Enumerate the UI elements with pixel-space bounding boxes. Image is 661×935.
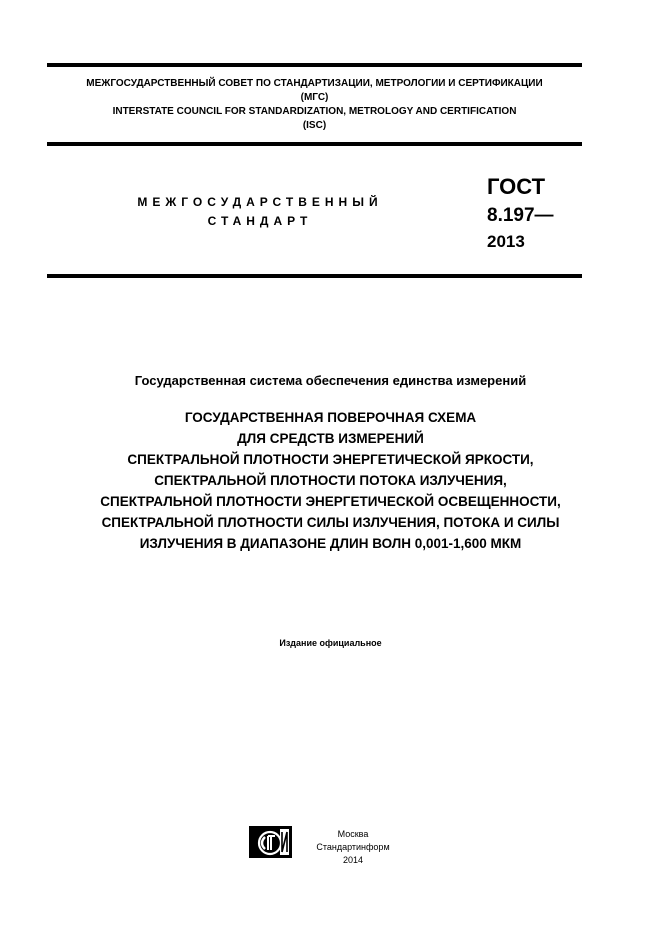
designation-rule bbox=[47, 274, 582, 278]
header-rule bbox=[47, 142, 582, 146]
title-line: ИЗЛУЧЕНИЯ В ДИАПАЗОНЕ ДЛИН ВОЛН 0,001-1,600 МКМ bbox=[139, 536, 522, 551]
gost-number: 8.197— bbox=[487, 205, 554, 226]
publisher-city: Москва bbox=[337, 829, 369, 839]
publisher-imprint bbox=[298, 828, 408, 867]
title-line: СПЕКТРАЛЬНОЙ ПЛОТНОСТИ СИЛЫ ИЗЛУЧЕНИЯ, ПОТОКА И СИЛЫ bbox=[101, 515, 560, 530]
standard-kind-line2: СТАНДАРТ bbox=[207, 214, 313, 228]
title-line: СПЕКТРАЛЬНОЙ ПЛОТНОСТИ ЭНЕРГЕТИЧЕСКОЙ ЯРКОСТИ, bbox=[127, 452, 534, 467]
title-line: СПЕКТРАЛЬНОЙ ПЛОТНОСТИ ЭНЕРГЕТИЧЕСКОЙ ОСВЕЩЕННОСТИ, bbox=[100, 494, 561, 509]
standard-kind-line1: МЕЖГОСУДАРСТВЕННЫЙ bbox=[137, 195, 383, 209]
publisher-name: Стандартинформ bbox=[316, 842, 390, 852]
council-name-ru: МЕЖГОСУДАРСТВЕННЫЙ СОВЕТ ПО СТАНДАРТИЗАЦИИ, МЕТРОЛОГИИ И СЕРТИФИКАЦИИ bbox=[86, 78, 543, 89]
council-abbr-ru: (МГС) bbox=[300, 92, 329, 103]
gost-label: ГОСТ bbox=[487, 174, 546, 199]
standartinform-logo-icon bbox=[249, 826, 292, 858]
council-abbr-en: (ISC) bbox=[302, 120, 327, 131]
standard-designation bbox=[487, 174, 554, 253]
title-line: ДЛЯ СРЕДСТВ ИЗМЕРЕНИЙ bbox=[237, 431, 424, 446]
standard-kind bbox=[110, 193, 410, 231]
council-header bbox=[47, 77, 582, 133]
council-name-en: INTERSTATE COUNCIL FOR STANDARDIZATION, METROLOGY AND CERTIFICATION bbox=[112, 106, 517, 117]
edition-label: Издание официальное bbox=[279, 638, 382, 648]
publisher-year: 2014 bbox=[342, 855, 364, 865]
system-title: Государственная система обеспечения единства измерений bbox=[134, 373, 527, 388]
top-rule bbox=[47, 63, 582, 67]
gost-year: 2013 bbox=[487, 232, 525, 251]
document-title bbox=[0, 407, 661, 554]
title-line: ГОСУДАРСТВЕННАЯ ПОВЕРОЧНАЯ СХЕМА bbox=[184, 410, 477, 425]
title-line: СПЕКТРАЛЬНОЙ ПЛОТНОСТИ ПОТОКА ИЗЛУЧЕНИЯ, bbox=[154, 473, 507, 488]
